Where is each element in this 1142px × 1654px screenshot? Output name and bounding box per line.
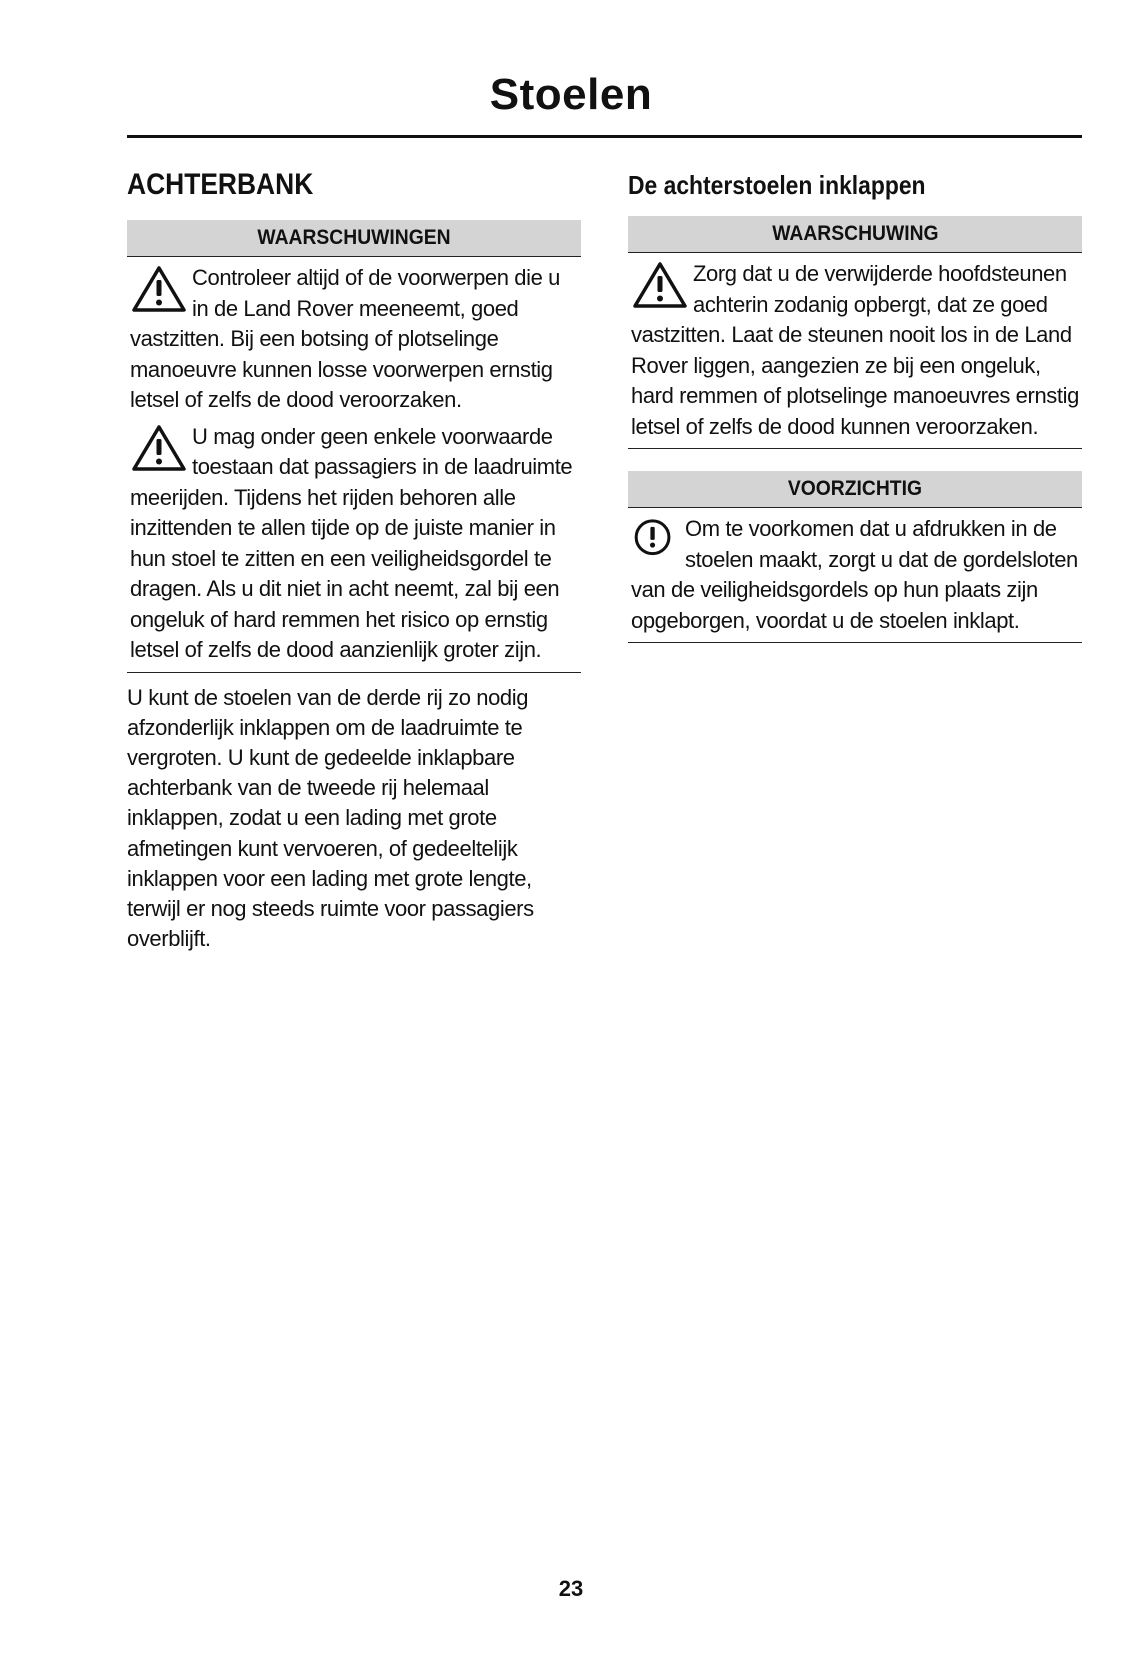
title-divider	[127, 135, 1082, 138]
caution-item: Om te voorkomen dat u afdrukken in de stoelen maakt, zorgt u dat de gordelsloten van de veiligheidsgordels op hun plaats zijn opgeborgen, voordat u de stoelen inklapt.	[631, 516, 1078, 633]
warning-box-header: WAARSCHUWINGEN	[127, 220, 581, 257]
caution-box	[628, 471, 1082, 643]
body-paragraph: U kunt de stoelen van de derde rij zo nodig afzonderlijk inklappen om de laadruimte te vergroten. U kunt de gedeelde inklapbare achterbank van de tweede rij helemaal inklappen, zodat u een lading met grote afmetingen kunt vervoeren, of gedeeltelijk inklappen voor een lading met grote lengte, terwijl er nog steeds ruimte voor passagiers overblijft.	[127, 684, 534, 952]
warning-item: U mag onder geen enkele voorwaarde toestaan dat passagiers in de laadruimte meerijden. Tijdens het rijden behoren alle inzittenden te allen tijde op de juiste manier in hun stoel te zitten en een veiligheidsgordel te dragen. Als u dit niet in acht neemt, zal bij een ongeluk of hard remmen het risico op ernstig letsel of zelfs de dood aanzienlijk groter zijn.	[130, 423, 573, 662]
warning-box-header: WAARSCHUWING	[628, 216, 1082, 253]
caution-box-divider	[628, 636, 1082, 643]
warning-item: Zorg dat u de verwijderde hoofdsteunen achterin zodanig opbergt, dat ze goed vastzitten. Laat de steunen nooit los in de Land Rover liggen, aangezien ze bij een ongeluk, hard remmen of plotselinge manoeuvres ernstig letsel of zelfs de dood kunnen veroorzaken.	[631, 261, 1079, 439]
warning-box-divider	[628, 442, 1082, 449]
warning-box-divider	[127, 666, 581, 673]
warning-box	[127, 220, 581, 673]
warning-triangle-icon	[130, 422, 188, 476]
warning-item: Controleer altijd of de voorwerpen die u in de Land Rover meeneemt, goed vastzitten. Bij een botsing of plotselinge manoeuvre kunnen losse voorwerpen ernstig letsel of zelfs de dood veroorzaken.	[130, 265, 561, 412]
sub-heading: De achterstoelen inklappen	[628, 170, 926, 200]
page-number: 23	[558, 1576, 584, 1601]
caution-box-header: VOORZICHTIG	[628, 471, 1082, 508]
warning-box	[628, 216, 1082, 449]
page-title: Stoelen	[489, 70, 653, 119]
left-column	[127, 168, 581, 954]
warning-triangle-icon	[130, 263, 188, 317]
warning-triangle-icon	[631, 259, 689, 313]
right-column	[628, 168, 1082, 643]
caution-circle-icon	[631, 514, 681, 564]
section-heading: ACHTERBANK	[127, 168, 314, 201]
